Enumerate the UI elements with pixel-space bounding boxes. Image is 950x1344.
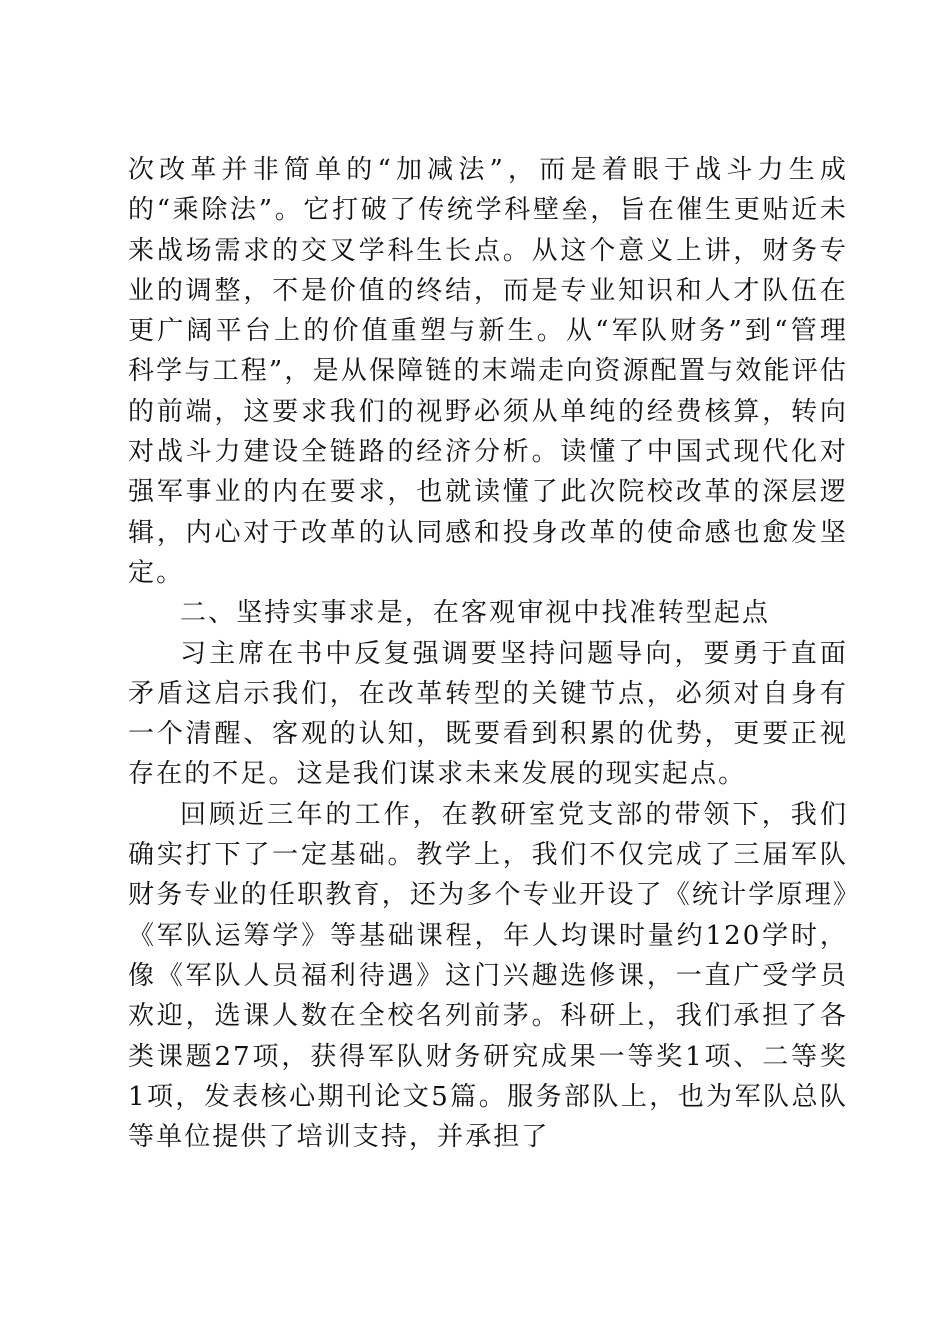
paragraph-body: 回顾近三年的工作，在教研室党支部的带领下，我们确实打下了一定基础。教学上，我们不仅完成了三届军队财务专业的任职教育，还为多个专业开设了《统计学原理》《军队运筹学》等基础课程，年人均课时量约120学时，像《军队人员福利待遇》这门兴趣选修课，一直广受学员欢迎，选课人数在全校名列前茅。科研上，我们承担了各类课题27项，获得军队财务研究成果一等奖1项、二等奖1项，发表核心期刊论文5篇。服务部队上，也为军队总队等单位提供了培训支持，并承担了 <box>128 799 848 1153</box>
paragraph-continuation: 次改革并非简单的“加减法”，而是着眼于战斗力生成的“乘除法”。它打破了传统学科壁垒，旨在催生更贴近未来战场需求的交叉学科生长点。从这个意义上讲，财务专业的调整，不是价值的终结，而是专业知识和人才队伍在更广阔平台上的价值重塑与新生。从“军队财务”到“管理科学与工程”，是从保障链的末端走向资源配置与效能评估的前端，这要求我们的视野必须从单纯的经费核算，转向对战斗力建设全链路的经济分析。读懂了中国式现代化对强军事业的内在要求，也就读懂了此次院校改革的深层逻辑，内心对于改革的认同感和投身改革的使命感也愈发坚定。 <box>128 155 848 588</box>
paragraph-body: 习主席在书中反复强调要坚持问题导向，要勇于直面矛盾这启示我们，在改革转型的关键节点，必须对自身有一个清醒、客观的认知，既要看到积累的优势，更要正视存在的不足。这是我们谋求未来发展的现实起点。 <box>128 638 848 790</box>
section-heading: 二、坚持实事求是，在客观审视中找准转型起点 <box>180 598 771 629</box>
document-body <box>128 150 848 1157</box>
